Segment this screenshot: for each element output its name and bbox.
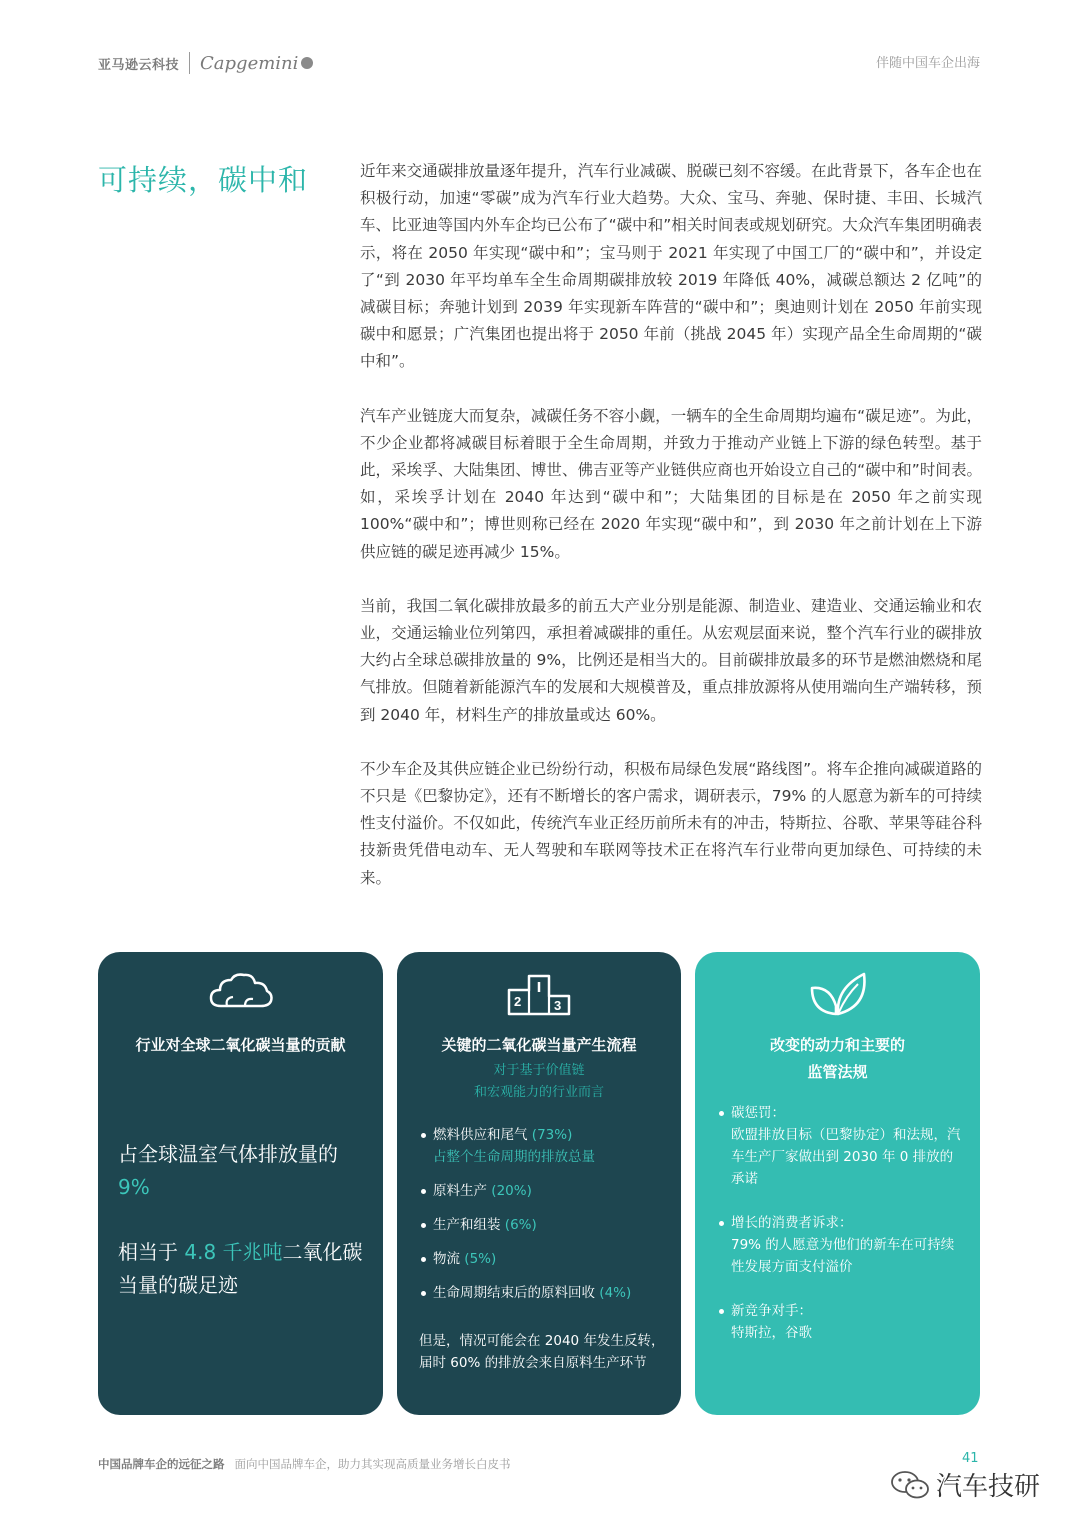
card2-footnote: 但是，情况可能会在 2040 年发生反转， 届时 60% 的排放会来自原料生产环节 bbox=[419, 1333, 665, 1371]
card-drivers-regulations bbox=[695, 952, 980, 1415]
list-item: 生命周期结束后的原料回收 (4%) bbox=[419, 1282, 667, 1304]
svg-text:2: 2 bbox=[514, 994, 522, 1009]
footer-title: 中国品牌车企的远征之路 bbox=[98, 1457, 225, 1471]
card2-subtitle: 对于基于价值链 和宏观能力的行业而言 bbox=[473, 1063, 604, 1100]
capgemini-logo: Capgemini bbox=[200, 53, 313, 74]
card1-stat-footprint: 相当于 4.8 千兆吨二氧化碳当量的碳足迹 bbox=[118, 1240, 363, 1297]
card2-title: 关键的二氧化碳当量产生流程 bbox=[441, 1036, 637, 1054]
section-title: 可持续，碳中和 bbox=[98, 163, 309, 197]
list-item: 增长的消费者诉求： 79% 的人愿意为他们的新车在可持续性发展方面支付溢价 bbox=[717, 1212, 966, 1278]
logo-divider bbox=[189, 52, 190, 74]
leaf-icon bbox=[806, 970, 870, 1022]
card1-title: 行业对全球二氧化碳当量的贡献 bbox=[135, 1036, 346, 1054]
card-industry-contribution bbox=[98, 952, 383, 1415]
capgemini-spade-icon bbox=[301, 57, 313, 69]
card3-driver-list bbox=[717, 1102, 966, 1366]
podium-icon bbox=[504, 970, 574, 1020]
card2-process-list bbox=[419, 1124, 667, 1316]
paragraph-2: 汽车产业链庞大而复杂，减碳任务不容小觑，一辆车的全生命周期均遍布“碳足迹”。为此，不少企业都将减碳目标着眼于全生命周期，并致力于推动产业链上下游的绿色转型。基于此，采埃孚、大陆集团、博世、佛吉亚等产业链供应商也开始设立自己的“碳中和”时间表。如，采埃孚计划在 2040 年达到“碳中和”；大陆集团的目标是在 2050 年之前实现 100%“碳中和”；博世则称已经在 2020 年实现“碳中和”，到 2030 年之前计划在上下游供应链的碳足迹再减少 15%。 bbox=[360, 406, 982, 561]
card3-title: 改变的动力和主要的 监管法规 bbox=[769, 1036, 905, 1081]
footer bbox=[98, 1456, 511, 1472]
card1-stat-share-value: 9% bbox=[118, 1175, 150, 1199]
list-item: 燃料供应和尾气 (73%) 占整个生命周期的排放总量 bbox=[419, 1124, 667, 1168]
list-item: 生产和组装 (6%) bbox=[419, 1214, 667, 1236]
body-text bbox=[360, 158, 982, 919]
footer-subtitle: 面向中国品牌车企，助力其实现高质量业务增长白皮书 bbox=[234, 1457, 511, 1471]
amazon-logo: 亚马逊云科技 bbox=[98, 57, 180, 73]
paragraph-1: 近年来交通碳排放量逐年提升，汽车行业减碳、脱碳已刻不容缓。在此背景下，各车企也在积极行动，加速“零碳”成为汽车行业大趋势。大众、宝马、奔驰、保时捷、丰田、长城汽车、比亚迪等国内外车企均已公布了“碳中和”相关时间表或规划研究。大众汽车集团明确表示，将在 2050 年实现“碳中和”；宝马则于 2021 年实现了中国工厂的“碳中和”，并设定了“到 2030 年平均单车全生命周期碳排放较 2019 年降低 40%，减碳总额达 2 亿吨”的减碳目标；奔驰计划到 2039 年实现新车阵营的“碳中和”；奥迪则计划在 2050 年前实现碳中和愿景；广汽集团也提出将于 2050 年前（挑战 2045 年）实现产品全生命周期的“碳中和”。 bbox=[360, 162, 982, 371]
page-number: 41 bbox=[962, 1451, 979, 1466]
list-item: 碳惩罚： 欧盟排放目标（巴黎协定）和法规，汽车生产厂家做出到 2030 年 0 排放的承诺 bbox=[717, 1102, 966, 1190]
header-logo bbox=[98, 52, 313, 74]
header-tagline: 伴随中国车企出海 bbox=[875, 56, 980, 71]
card-key-processes bbox=[397, 952, 681, 1415]
paragraph-4: 不少车企及其供应链企业已纷纷行动，积极布局绿色发展“路线图”。将车企推向减碳道路的不只是《巴黎协定》，还有不断增长的客户需求，调研表示，79% 的人愿意为新车的可持续性支付溢价。不仅如此，传统汽车业正经历前所未有的冲击，特斯拉、谷歌、苹果等硅谷科技新贵凭借电动车、无人驾驶和车联网等技术正在将汽车行业带向更加绿色、可持续的未来。 bbox=[360, 759, 982, 887]
watermark bbox=[890, 1466, 1040, 1503]
watermark-text: 汽车技研 bbox=[936, 1472, 1041, 1502]
svg-text:3: 3 bbox=[554, 998, 562, 1013]
paragraph-3: 当前，我国二氧化碳排放最多的前五大产业分别是能源、制造业、建造业、交通运输业和农业，交通运输业位列第四，承担着减碳排的重任。从宏观层面来说，整个汽车行业的碳排放大约占全球总碳排放量的 9%，比例还是相当大的。目前碳排放最多的环节是燃油燃烧和尾气排放。但随着新能源汽车的发展和大规模普及，重点排放源将从使用端向生产端转移，预到 2040 年，材料生产的排放量或达 60%。 bbox=[360, 596, 982, 724]
list-item: 新竞争对手： 特斯拉，谷歌 bbox=[717, 1300, 966, 1344]
list-item: 物流 (5%) bbox=[419, 1248, 667, 1270]
card1-stat-share: 占全球温室气体排放量的 9% bbox=[118, 1142, 338, 1199]
wechat-icon bbox=[890, 1470, 930, 1500]
cloud-icon bbox=[207, 970, 275, 1018]
list-item: 原料生产 (20%) bbox=[419, 1180, 667, 1202]
card1-stat-footprint-value: 4.8 千兆吨 bbox=[184, 1240, 283, 1264]
